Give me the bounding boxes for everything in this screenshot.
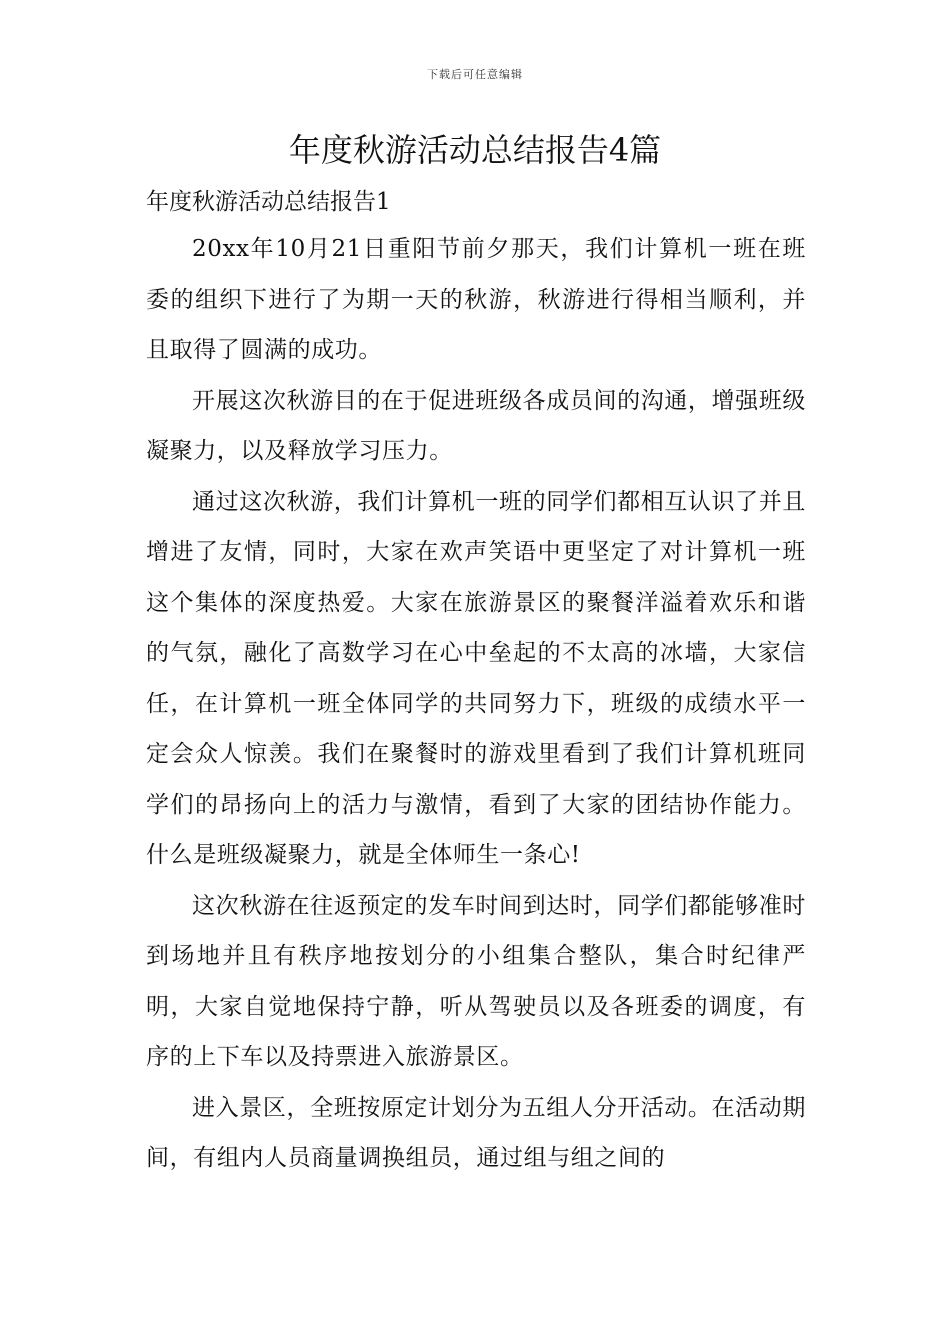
document-body [146, 180, 806, 1184]
document-title: 年度秋游活动总结报告4篇 [288, 131, 662, 169]
paragraph: 20xx年10月21日重阳节前夕那天，我们计算机一班在班委的组织下进行了为期一天的秋游，秋游进行得相当顺利，并且取得了圆满的成功。 [146, 236, 806, 363]
section-heading: 年度秋游活动总结报告1 [146, 189, 391, 215]
header-note: 下载后可任意编辑 [427, 68, 523, 81]
paragraph: 开展这次秋游目的在于促进班级各成员间的沟通，增强班级凝聚力，以及释放学习压力。 [146, 387, 806, 464]
paragraph: 通过这次秋游，我们计算机一班的同学们都相互认识了并且增进了友情，同时，大家在欢声笑语中更坚定了对计算机一班这个集体的深度热爱。大家在旅游景区的聚餐洋溢着欢乐和谐的气氛，融化了高数学习在心中垒起的不太高的冰墙，大家信任，在计算机一班全体同学的共同努力下，班级的成绩水平一定会众人惊羡。我们在聚餐时的游戏里看到了我们计算机班同学们的昂扬向上的活力与激情，看到了大家的团结协作能力。什么是班级凝聚力，就是全体师生一条心! [146, 488, 806, 868]
paragraph: 这次秋游在往返预定的发车时间到达时，同学们都能够准时到场地并且有秩序地按划分的小组集合整队，集合时纪律严明，大家自觉地保持宁静，听从驾驶员以及各班委的调度，有序的上下车以及持票进入旅游景区。 [146, 892, 806, 1070]
paragraph: 进入景区，全班按原定计划分为五组人分开活动。在活动期间，有组内人员商量调换组员，通过组与组之间的 [146, 1094, 806, 1171]
